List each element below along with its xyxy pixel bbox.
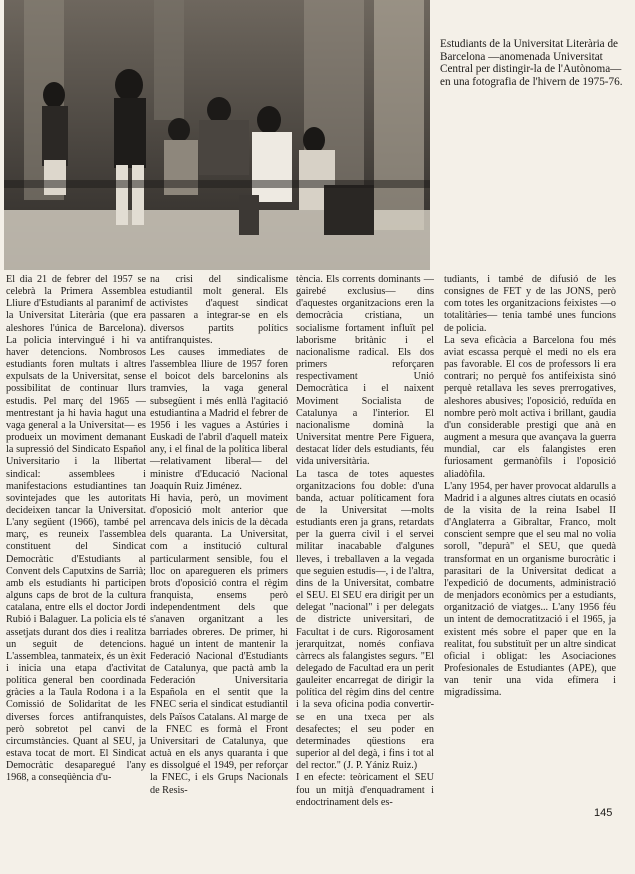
paragraph: La seva eficàcia a Barcelona fou més aviat escassa perquè el medi no els era pas favorable. El cos de professors li era contrari; no perquè fos antifeixista sinó perquè retallava les seves prerrogatives, aleshores abusives; l'oposició, reduïda en nombre però molt activa i brillant, gaudia d'un considerable prestigi que anà en augment a mesura que avançava la guerra mundial, car els falangistes eren furiosament germanòfils i l'oposició aliadòfila. [444, 334, 616, 480]
page-number: 145 [594, 807, 613, 819]
paragraph: L'any 1954, per haver provocat aldarulls a Madrid i a algunes altres ciutats en ocasió de la visita de la reina Isabel II d'Anglaterra a Gibraltar, Franco, molt conscient sempre que el seu mal no volia soroll, "depurà" el SEU, que quedà transformat en un organisme burocràtic i parasitari de la Universitat dedicat a l'expedició de documents, administració de menjadors econòmics per a estudiants, organització de viatges... L'any 1956 féu un intent de democratització i el 1965, ja existent més sobre el paper que en la realitat, fou substituït per un altre sindicat oficial i obligat: les Asociaciones Profesionales de Estudiantes (APE), que van tenir una vida efímera i migradíssima. [444, 480, 616, 699]
paragraph: tudiants, i també de difusió de les consignes de FET y de las JONS, però com totes les organitzacions feixistes —o totalitàries— tenia també unes funcions de policia. [444, 274, 616, 334]
paragraph: Les causes immediates de l'assemblea lliure de 1957 foren el boicot dels barcelonins als tramvies, la vaga general subsegüent i més enllà l'agitació estudiantina a Madrid el febrer de 1956 i les vagues a Astúries i Euskadi de l'abril d'aquell mateix any, i el final de la política liberal —relativament liberal— del ministre d'Educació Nacional Joaquín Ruiz Jiménez. [150, 346, 288, 492]
column-4 [444, 274, 616, 699]
students-photo-illustration [4, 0, 430, 270]
paragraph: El dia 21 de febrer del 1957 se celebrà la Primera Assemblea Lliure d'Estudiants al paranimf de la Universitat Literària (que era aleshores l'única de Barcelona). La policia intervingué i hi va haver detencions. Nombrosos estudiants foren multats i altres expulsats de la Universitat, sense possibilitat de continuar llurs estudis. Pel març del 1965 —mentrestant ja hi havia hagut una vaga general a la Universitat— es produeix un moviment demanant la supressió del Sindicato Español Universitario i la llibertat sindical: assemblees i manifestacions estudiantines tan sovintejades que les autoritats decideixen tancar la Universitat. L'any següent (1966), també pel març, es reuneix l'assemblea constituent del Sindicat Democràtic d'Estudiants al Convent dels Caputxins de Sarrià; amb els estudiants hi participen alguns caps de brot de la cultura catalana, entre ells el doctor Jordi Rubió i Balaguer. La policia els té assetjats durant dos dies i realitza un seguit de detencions. L'assemblea, tanmateix, és un èxit i inicia una etapa d'activitat política general ben coordinada gràcies a la Taula Rodona i a la Comissió de Solidaritat de les diverses forces antifranquistes, però sobretot pel canvi de circumstàncies. Quant al SEU, ja estava tocat de mort. El Sindicat Democràtic desaparegué l'any 1968, a conseqüència d'u- [6, 274, 146, 784]
paragraph: tència. Els corrents dominants —gairebé exclusius— dins d'aquestes organitzacions eren la democràcia cristiana, un socialisme fortament influït pel laborisme britànic i el nacionalisme radical. Els dos primers reforçaren respectivament Unió Democràtica i el naixent Moviment Socialista de Catalunya a l'interior. El nacionalisme dominà la Universitat mentre Pere Figuera, destacat líder dels estudiants, féu vida universitària. [296, 274, 434, 468]
column-1 [6, 274, 146, 785]
paragraph: na crisi del sindicalisme estudiantil molt general. Els activistes d'aquest sindicat passaren a integrar-se en els diversos partits polítics antifranquistes. [150, 274, 288, 346]
photo-students [4, 0, 430, 270]
column-2 [150, 274, 288, 797]
paragraph: Hi havia, però, un moviment d'oposició molt anterior que arrencava dels inicis de la dècada dels quaranta. La Universitat, com a institució cultural particularment sensible, fou el lloc on aparegueren els primers brots d'oposició contra el règim franquista, ensems però independentment dels que s'anaven organitzant a les barriades obreres. De primer, hi hagué un intent de mantenir la Federació Nacional d'Estudiants de Catalunya, que pactà amb la Federación Universitaria Española en el sentit que la FNEC seria el sindicat estudiantil dels Països Catalans. Al marge de la FNEC es formà el Front Universitari de Catalunya, que actuà en els anys quaranta i que es dissolgué el 1949, per reforçar la FNEC, i els Grups Nacionals de Resis- [150, 492, 288, 796]
photo-caption: Estudiants de la Universitat Literària de Barcelona —anomenada Universitat Central per distingir-la de l'Autònoma— en una fotografia de l'hivern de 1975-76. [440, 38, 623, 88]
paragraph: La tasca de totes aquestes organitzacions fou doble: d'una banda, actuar políticament fora de la Universitat —molts estudiants eren ja grans, retardats per la guerra civil i el servei militar inacabable d'algunes lleves, i treballaven a la vegada que seguien estudis—, i de l'altra, dins de la Universitat, combatre el SEU. El SEU era dirigit per un delegat "nacional" i per delegats de districte universitari, de Facultat i de curs. Rigorosament jerarquitzat, només confiava càrrecs als falangistes segurs. "El delegado de Facultad era un perit gauleiter encarregat de dirigir la política del règim dins del centre i la seva oficina podia convertir-se en una txeca per als desafectes; el seu poder en determinades qüestions era superior al del degà, i fins i tot al del rector." (J. P. Yániz Ruiz.) [296, 468, 434, 772]
column-3 [296, 274, 434, 809]
paragraph: I en efecte: teòricament el SEU fou un mitjà d'enquadrament i endoctrinament dels es- [296, 772, 434, 808]
